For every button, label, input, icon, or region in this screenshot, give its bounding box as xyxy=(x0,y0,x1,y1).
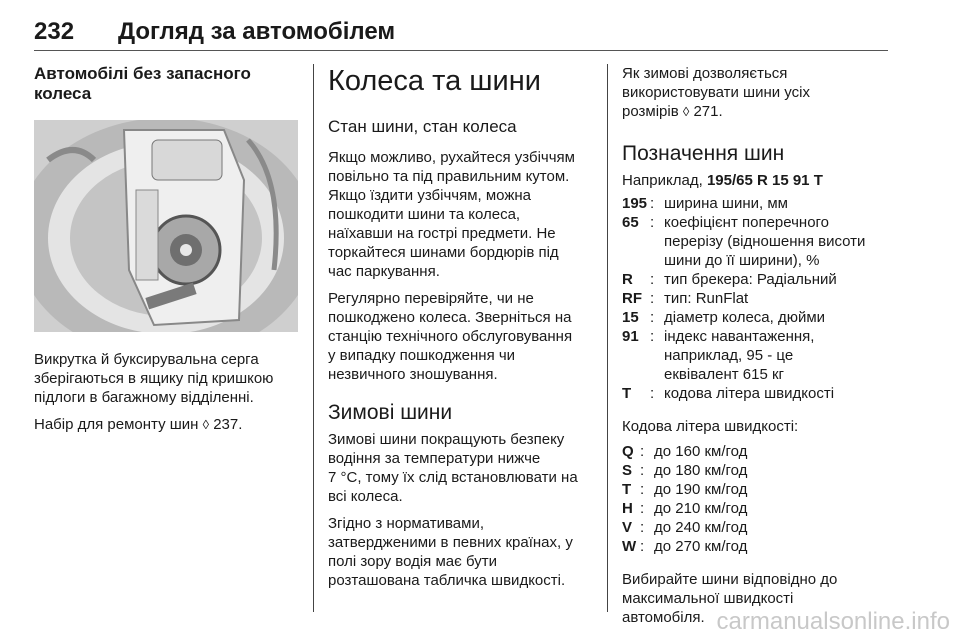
paragraph-winter-safety: Зимові шини покращують безпеку водіння за температури нижче 7 °C, тому їх слід встановлювати на всі колеса. xyxy=(328,431,578,505)
column-middle xyxy=(328,64,592,590)
list-item: RF : тип: RunFlat xyxy=(622,290,749,307)
list-item: T : до 190 км/год xyxy=(622,481,748,498)
column-divider xyxy=(313,64,314,612)
chapter-title: Догляд за автомобілем xyxy=(118,18,396,45)
repair-kit-reference: Набір для ремонту шин ◊ 237. xyxy=(34,416,243,433)
list-item: R : тип брекера: Радіальний xyxy=(622,271,837,288)
paragraph-check-damage: Регулярно перевіряйте, чи не пошкоджено колеса. Зверніться на станцію технічного обслуговування у випадку пошкодження чи незвичного зношування. xyxy=(328,290,573,383)
column-right xyxy=(622,64,898,627)
list-item: T : кодова літера швидкості xyxy=(622,385,835,402)
page-reference-icon: ◊ xyxy=(202,417,210,432)
list-item: 91 : індекс навантаження, наприклад, 95 - це еквівалент 615 кг xyxy=(622,328,815,383)
designation-list xyxy=(622,194,898,403)
photo-caption: Викрутка й буксирувальна серга зберігаються в ящику під кришкою підлоги в багажному відділенні. xyxy=(34,351,274,406)
list-item: 195 : ширина шини, мм xyxy=(622,195,788,212)
list-item: Q : до 160 км/год xyxy=(622,443,748,460)
column-left xyxy=(34,64,300,434)
subheading-tyre-condition: Стан шини, стан колеса xyxy=(328,117,517,136)
list-item: S : до 180 км/год xyxy=(622,462,748,479)
speed-code-heading: Кодова літера швидкості: xyxy=(622,418,799,435)
example-tyre-code: 195/65 R 15 91 T xyxy=(706,172,823,189)
subheading-winter-tyres: Зимові шини xyxy=(328,401,453,424)
example-line: Наприклад, 195/65 R 15 91 T xyxy=(622,172,823,189)
page-header xyxy=(34,14,888,51)
list-item: 15 : діаметр колеса, дюйми xyxy=(622,309,826,326)
paragraph-choose-tyres: Вибирайте шини відповідно до максимальної швидкості автомобіля. xyxy=(622,571,838,626)
section-heading-no-spare: Автомобілі без запасного колеса xyxy=(34,64,251,103)
trunk-compartment-photo xyxy=(34,120,298,332)
watermark: carmanualsonline.info xyxy=(716,608,950,635)
page-reference-icon: ◊ xyxy=(682,104,690,119)
list-item: V : до 240 км/год xyxy=(622,519,748,536)
column-divider xyxy=(607,64,608,612)
paragraph-curbs: Якщо можливо, рухайтеся узбіччям повільно та під правильним кутом. Якщо їздити узбіччям, можна пошкодити шини та колеса, наїхавши на гострі предмети. Не торкайтеся шинами бордюрів під час паркування. xyxy=(328,149,575,280)
list-item: W : до 270 км/год xyxy=(622,538,748,555)
paragraph-speed-label: Згідно з нормативами, затвердженими в певних країнах, у полі зору водія має бути розташована табличка швидкості. xyxy=(328,515,573,589)
heading-tyre-designations: Позначення шин xyxy=(622,142,785,165)
speed-code-list xyxy=(622,442,898,556)
page-number: 232 xyxy=(34,18,75,45)
section-title-wheels-tyres: Колеса та шини xyxy=(328,65,541,97)
paragraph-winter-all-sizes: Як зимові дозволяється використовувати шини усіх розмірів ◊ 271. xyxy=(622,65,810,120)
list-item: 65 : коефіцієнт поперечного перерізу (відношення висоти шини до її ширини), % xyxy=(622,214,866,269)
list-item: H : до 210 км/год xyxy=(622,500,748,517)
